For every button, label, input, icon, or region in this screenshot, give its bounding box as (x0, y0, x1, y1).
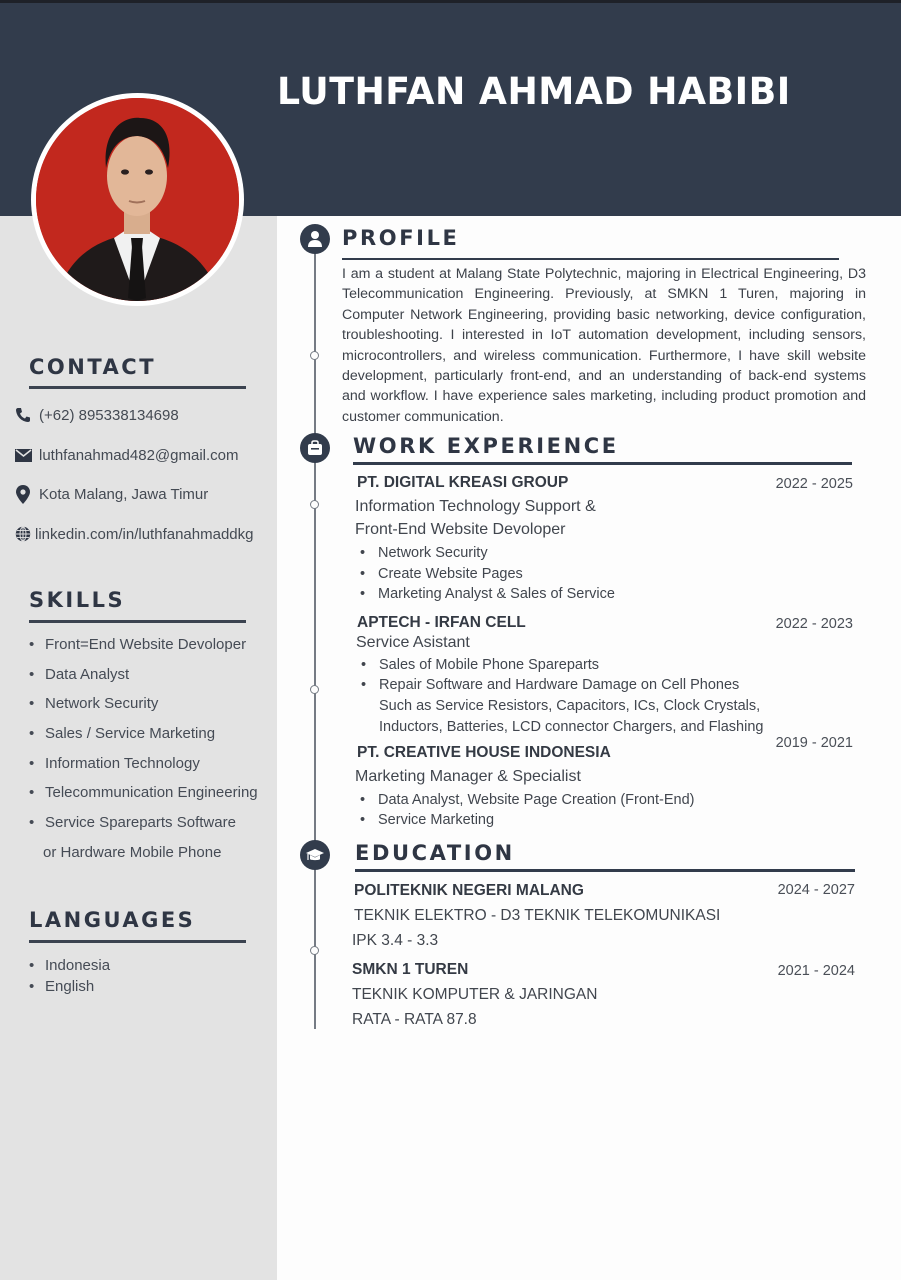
company-name: APTECH - IRFAN CELL (357, 614, 526, 631)
skills-divider (29, 620, 246, 623)
graduation-cap-icon (300, 840, 330, 870)
job-years: 2022 - 2023 (775, 616, 853, 632)
job-duties (360, 543, 855, 605)
job-role: Service Asistant (356, 634, 470, 651)
skill-item-continued: or Hardware Mobile Phone (43, 843, 222, 861)
job-years: 2019 - 2021 (775, 735, 853, 751)
school-years: 2021 - 2024 (777, 963, 855, 979)
duty-item: • Create Website Pages (360, 564, 855, 585)
profile-summary: I am a student at Malang State Polytechnic, majoring in Electrical Engineering, D3 Telecommunication Engineering. Previously, at SMKN 1 Turen, majoring in Computer Network Engineering, providing basic networking, device configuration, troubleshooting. I interested in IoT automation development, including sensors, microcontrollers, and wireless communication. Furthermore, I have skill website development, particularly front-end, and an understanding of back-end systems and workflow. I have experience sales marketing, including product promotion and customer communication. (342, 266, 866, 425)
briefcase-icon (300, 433, 330, 463)
contact-linkedin[interactable] (13, 525, 253, 543)
school-score: IPK 3.4 - 3.3 (352, 932, 439, 949)
school-name: SMKN 1 TUREN (352, 961, 469, 978)
skill-item: • Front=End Website Devoloper (29, 635, 258, 665)
mail-icon (13, 446, 33, 464)
company-name: PT. CREATIVE HOUSE INDONESIA (357, 744, 611, 761)
contact-email[interactable] (13, 446, 239, 464)
work-experience-title: WORK EXPERIENCE (353, 434, 619, 458)
duty-item: • Repair Software and Hardware Damage on Cell Phones (361, 675, 855, 696)
duty-item: • Sales of Mobile Phone Spareparts (361, 655, 855, 676)
duty-item-continued: Such as Service Resistors, Capacitors, ICs, Clock Crystals, (379, 697, 761, 714)
user-icon (300, 224, 330, 254)
timeline-line (314, 252, 316, 1029)
timeline-node (310, 351, 319, 360)
contact-phone[interactable] (13, 406, 179, 424)
languages-list (29, 956, 110, 997)
full-name: LUTHFAN AHMAD HABIBI (277, 70, 791, 113)
profile-title: PROFILE (342, 226, 460, 250)
location-pin-icon (13, 485, 33, 503)
email-address: luthfanahmad482@gmail.com (39, 446, 239, 464)
skill-item: • Service Spareparts Software (29, 813, 258, 843)
contact-location[interactable] (13, 485, 208, 503)
profile-photo (31, 93, 244, 306)
duty-item: • Marketing Analyst & Sales of Service (360, 584, 855, 605)
duty-item: • Service Marketing (360, 810, 855, 831)
skills-list (29, 635, 258, 873)
skill-item: • Telecommunication Engineering (29, 783, 258, 813)
duty-item-continued: Inductors, Batteries, LCD connector Chargers, and Flashing (379, 718, 764, 735)
work-experience-divider (353, 462, 852, 465)
school-years: 2024 - 2027 (777, 882, 855, 898)
globe-icon (13, 525, 33, 543)
school-name: POLITEKNIK NEGERI MALANG (354, 882, 584, 899)
contact-title: CONTACT (29, 355, 157, 379)
skill-item: • Information Technology (29, 754, 258, 784)
skill-item: • Network Security (29, 694, 258, 724)
language-item: • Indonesia (29, 956, 110, 977)
education-title: EDUCATION (355, 841, 515, 865)
languages-divider (29, 940, 246, 943)
company-name: PT. DIGITAL KREASI GROUP (357, 474, 569, 491)
timeline-node (310, 685, 319, 694)
job-role: Information Technology Support & (355, 498, 596, 515)
skill-item: • Sales / Service Marketing (29, 724, 258, 754)
job-entry (355, 614, 855, 737)
skill-item: • Data Analyst (29, 665, 258, 695)
duty-item: • Network Security (360, 543, 855, 564)
school-program: TEKNIK ELEKTRO - D3 TEKNIK TELEKOMUNIKASI (354, 907, 721, 924)
skills-title: SKILLS (29, 588, 126, 612)
job-role: Marketing Manager & Specialist (355, 768, 581, 785)
languages-title: LANGUAGES (29, 908, 196, 932)
education-entry (352, 961, 857, 1029)
job-years: 2022 - 2025 (775, 476, 853, 492)
job-duties (361, 655, 855, 738)
education-divider (355, 869, 855, 872)
job-entry (355, 474, 855, 605)
school-score: RATA - RATA 87.8 (352, 1011, 477, 1028)
person-portrait-icon (36, 98, 239, 301)
timeline-node (310, 946, 319, 955)
duty-item: • Data Analyst, Website Page Creation (Front-End) (360, 790, 855, 811)
photo-portrait (36, 98, 239, 301)
school-program: TEKNIK KOMPUTER & JARINGAN (352, 986, 598, 1003)
phone-number: (+62) 895338134698 (39, 406, 179, 424)
timeline-node (310, 500, 319, 509)
language-item: • English (29, 977, 110, 998)
job-role: Front-End Website Devoloper (355, 520, 566, 538)
location-text: Kota Malang, Jawa Timur (39, 485, 209, 503)
contact-divider (29, 386, 246, 389)
job-duties (360, 790, 855, 831)
profile-divider (342, 258, 839, 260)
job-entry (355, 735, 855, 831)
education-entry (352, 882, 857, 950)
phone-icon (13, 406, 33, 424)
linkedin-url: linkedin.com/in/luthfanahmaddkg (35, 525, 254, 543)
